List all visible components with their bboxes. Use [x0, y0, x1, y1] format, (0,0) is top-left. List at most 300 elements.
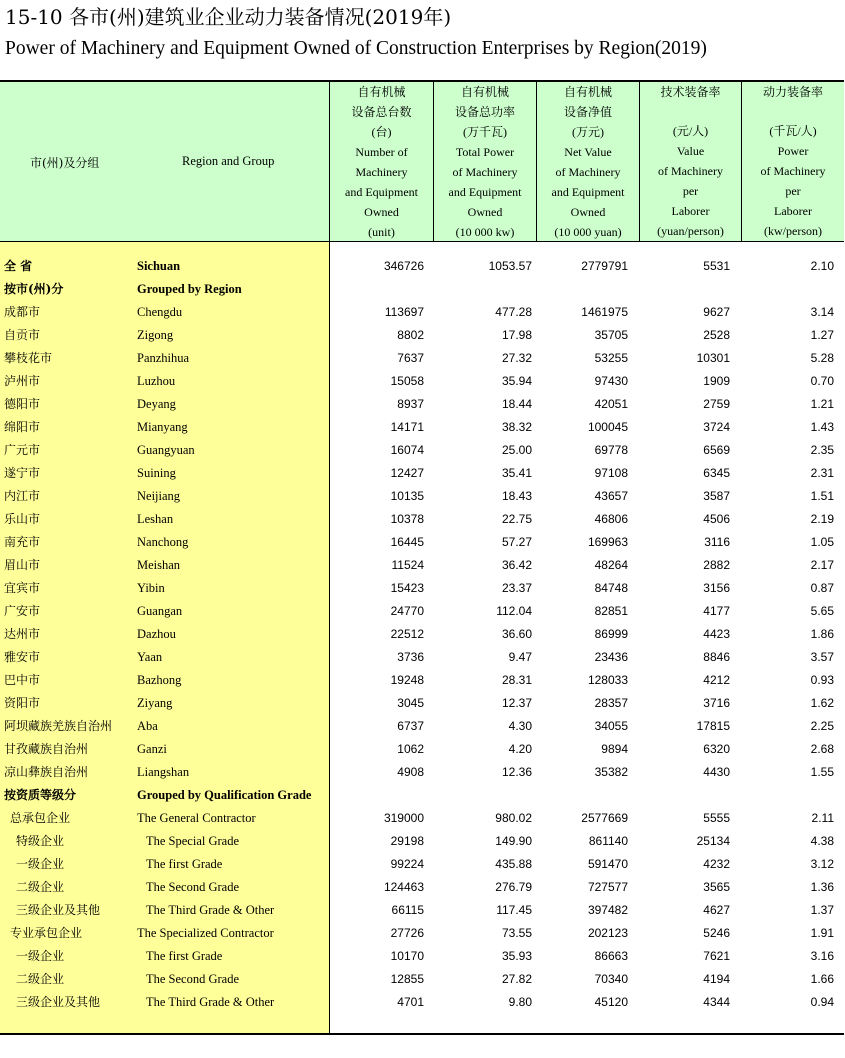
region-name-english: Liangshan — [137, 765, 190, 779]
region-name-english: Luzhou — [137, 374, 176, 388]
region-name-chinese: 德阳市 — [4, 397, 41, 411]
value-cell: 1909 — [703, 374, 730, 388]
value-cell: 2882 — [703, 558, 730, 572]
table-row — [0, 715, 844, 738]
region-name-english: The Second Grade — [146, 880, 240, 894]
value-cell: 3565 — [703, 880, 730, 894]
header-power-per-laborer — [742, 82, 844, 241]
header-line: Laborer — [774, 204, 812, 218]
region-name-english: Yaan — [137, 650, 163, 664]
region-name-english: Meishan — [137, 558, 181, 572]
table-row — [0, 439, 844, 462]
value-cell: 113697 — [384, 305, 424, 319]
value-cell: 7637 — [397, 351, 424, 365]
table-row — [0, 669, 844, 692]
table-row — [0, 945, 844, 968]
table-row — [0, 899, 844, 922]
table-row — [0, 853, 844, 876]
table-row — [0, 922, 844, 945]
region-name-english: Neijiang — [137, 489, 181, 503]
value-cell: 6345 — [703, 466, 730, 480]
value-cell: 4908 — [397, 765, 424, 779]
value-cell: 4506 — [703, 512, 730, 526]
header-line: (台) — [371, 125, 392, 139]
value-cell: 3.57 — [810, 650, 834, 664]
header-line: Value — [676, 144, 705, 158]
region-name-english: Bazhong — [137, 673, 182, 687]
value-cell: 84748 — [594, 581, 628, 595]
region-name-chinese: 按资质等级分 — [4, 788, 77, 802]
value-cell: 9894 — [601, 742, 628, 756]
value-cell: 4.30 — [508, 719, 532, 733]
value-cell: 1.43 — [810, 420, 834, 434]
header-line: of Machinery — [760, 164, 826, 178]
bottom-rule — [0, 1033, 844, 1035]
region-name-chinese: 攀枝花市 — [4, 351, 53, 365]
region-name-english: The Special Grade — [146, 834, 240, 848]
table-row — [0, 554, 844, 577]
value-cell: 6320 — [703, 742, 730, 756]
table-row — [0, 991, 844, 1014]
table-row — [0, 738, 844, 761]
value-cell: 2577669 — [581, 811, 628, 825]
value-cell: 397482 — [587, 903, 628, 917]
region-name-chinese: 特级企业 — [16, 834, 65, 848]
header-line: (元/人) — [672, 124, 709, 138]
value-cell: 4423 — [703, 627, 730, 641]
header-line: Owned — [467, 205, 503, 219]
value-cell: 5555 — [703, 811, 730, 825]
value-cell: 2.25 — [810, 719, 834, 733]
table-title-english: Power of Machinery and Equipment Owned of Construction Enterprises by Region(2019) — [5, 38, 707, 59]
table-row — [0, 393, 844, 416]
table-row — [0, 416, 844, 439]
value-cell: 4212 — [703, 673, 730, 687]
value-cell: 27726 — [390, 926, 424, 940]
value-cell: 1.27 — [810, 328, 834, 342]
header-total-power — [434, 82, 536, 241]
value-cell: 28.31 — [501, 673, 532, 687]
value-cell: 36.60 — [501, 627, 532, 641]
value-cell: 22512 — [390, 627, 424, 641]
region-name-chinese: 甘孜藏族自治州 — [4, 742, 89, 756]
header-net-value — [537, 82, 639, 241]
value-cell: 35382 — [594, 765, 628, 779]
table-row — [0, 370, 844, 393]
value-cell: 861140 — [588, 834, 628, 848]
value-cell: 3.16 — [810, 949, 834, 963]
value-cell: 23.37 — [501, 581, 532, 595]
value-cell: 7621 — [703, 949, 730, 963]
value-cell: 12.37 — [501, 696, 532, 710]
table-row — [0, 830, 844, 853]
header-line: of Machinery — [555, 165, 621, 179]
value-cell: 2.10 — [810, 259, 834, 273]
region-header-english: Region and Group — [182, 154, 275, 168]
value-cell: 10170 — [390, 949, 424, 963]
header-rule — [0, 241, 844, 242]
value-cell: 169963 — [587, 535, 628, 549]
header-line: Number of — [355, 145, 408, 159]
value-cell: 117.45 — [496, 903, 532, 917]
header-line: (unit) — [368, 225, 395, 239]
value-cell: 100045 — [587, 420, 628, 434]
table-row — [0, 577, 844, 600]
region-name-chinese: 全 省 — [4, 259, 33, 273]
value-cell: 2.17 — [810, 558, 834, 572]
value-cell: 4177 — [703, 604, 730, 618]
value-cell: 149.90 — [495, 834, 532, 848]
table-row — [0, 485, 844, 508]
value-cell: 5.28 — [810, 351, 834, 365]
region-name-english: The Third Grade & Other — [146, 995, 275, 1009]
value-cell: 57.27 — [501, 535, 532, 549]
header-line: and Equipment — [551, 185, 625, 199]
region-name-chinese: 内江市 — [4, 489, 41, 503]
value-cell: 42051 — [594, 397, 628, 411]
value-cell: 3587 — [703, 489, 730, 503]
value-cell: 2528 — [703, 328, 730, 342]
header-line: 设备总台数 — [351, 105, 412, 119]
value-cell: 25134 — [696, 834, 730, 848]
value-cell: 202123 — [587, 926, 628, 940]
value-cell: 435.88 — [495, 857, 532, 871]
value-cell: 1461975 — [581, 305, 628, 319]
table-row — [0, 531, 844, 554]
value-cell: 4.20 — [508, 742, 532, 756]
header-machinery-count — [330, 82, 433, 241]
region-name-chinese: 阿坝藏族羌族自治州 — [4, 719, 113, 733]
value-cell: 0.70 — [810, 374, 834, 388]
table-row — [0, 692, 844, 715]
value-cell: 477.28 — [495, 305, 532, 319]
value-cell: 5531 — [703, 259, 730, 273]
table-title-chinese: 15-10 各市(州)建筑业企业动力装备情况(2019年) — [5, 5, 452, 29]
value-cell: 0.87 — [810, 581, 834, 595]
value-cell: 82851 — [594, 604, 628, 618]
value-cell: 124463 — [383, 880, 424, 894]
region-name-chinese: 广安市 — [4, 604, 41, 618]
region-name-chinese: 按市(州)分 — [4, 282, 64, 296]
value-cell: 1053.57 — [488, 259, 532, 273]
table-row — [0, 255, 844, 278]
header-line: Laborer — [671, 204, 710, 218]
region-name-english: Panzhihua — [137, 351, 190, 365]
value-cell: 4194 — [703, 972, 730, 986]
value-cell: 66115 — [391, 903, 424, 917]
region-name-chinese: 二级企业 — [16, 972, 65, 986]
value-cell: 3116 — [704, 535, 730, 549]
value-cell: 46806 — [594, 512, 628, 526]
value-cell: 3.14 — [810, 305, 834, 319]
statistics-table — [0, 80, 844, 1035]
header-line: per — [785, 184, 801, 198]
value-cell: 3045 — [397, 696, 424, 710]
region-name-english: Nanchong — [137, 535, 189, 549]
value-cell: 2.11 — [811, 811, 834, 825]
value-cell: 319000 — [383, 811, 424, 825]
table-row — [0, 508, 844, 531]
value-cell: 4430 — [703, 765, 730, 779]
value-cell: 10301 — [696, 351, 730, 365]
header-line: (10 000 yuan) — [554, 225, 622, 239]
value-cell: 1.21 — [810, 397, 834, 411]
value-cell: 5246 — [703, 926, 730, 940]
value-cell: 45120 — [594, 995, 628, 1009]
region-name-english: Guangyuan — [137, 443, 195, 457]
value-cell: 1.86 — [810, 627, 834, 641]
region-name-english: Aba — [137, 719, 158, 733]
value-cell: 43657 — [594, 489, 628, 503]
region-header-chinese: 市(州)及分组 — [30, 156, 100, 170]
region-name-english: The Third Grade & Other — [146, 903, 275, 917]
header-line: 自有机械 — [357, 85, 406, 99]
region-name-chinese: 成都市 — [4, 305, 41, 319]
region-name-chinese: 凉山彝族自治州 — [4, 765, 89, 779]
value-cell: 0.94 — [810, 995, 834, 1009]
header-line: 自有机械 — [460, 85, 509, 99]
value-cell: 727577 — [587, 880, 628, 894]
header-line: 设备总功率 — [454, 105, 515, 119]
region-name-chinese: 南充市 — [4, 535, 41, 549]
table-row — [0, 301, 844, 324]
header-line: Total Power — [455, 145, 515, 159]
header-line: 动力装备率 — [762, 85, 823, 99]
value-cell: 24770 — [390, 604, 424, 618]
region-name-chinese: 遂宁市 — [4, 466, 41, 480]
value-cell: 38.32 — [501, 420, 532, 434]
value-cell: 48264 — [594, 558, 628, 572]
value-cell: 591470 — [587, 857, 628, 871]
header-line: 设备净值 — [563, 105, 612, 119]
value-cell: 70340 — [594, 972, 628, 986]
table-row — [0, 347, 844, 370]
region-name-english: The Specialized Contractor — [137, 926, 274, 940]
value-cell: 29198 — [390, 834, 424, 848]
table-row — [0, 968, 844, 991]
value-cell: 17815 — [696, 719, 730, 733]
region-name-chinese: 资阳市 — [4, 696, 41, 710]
table-row — [0, 807, 844, 830]
header-line: (kw/person) — [764, 224, 822, 238]
value-cell: 22.75 — [501, 512, 532, 526]
value-cell: 12855 — [390, 972, 424, 986]
table-row — [0, 623, 844, 646]
region-name-english: Dazhou — [137, 627, 176, 641]
header-line: of Machinery — [452, 165, 518, 179]
region-name-english: The first Grade — [146, 857, 223, 871]
value-cell: 19248 — [390, 673, 424, 687]
value-cell: 3716 — [703, 696, 730, 710]
region-name-english: Grouped by Region — [137, 282, 242, 296]
value-cell: 35.41 — [501, 466, 532, 480]
region-name-chinese: 雅安市 — [4, 650, 41, 664]
region-name-chinese: 专业承包企业 — [10, 926, 83, 940]
value-cell: 35.93 — [501, 949, 532, 963]
value-cell: 8937 — [397, 397, 424, 411]
region-name-chinese: 三级企业及其他 — [16, 995, 101, 1009]
region-name-english: Grouped by Qualification Grade — [137, 788, 312, 802]
value-cell: 34055 — [594, 719, 628, 733]
value-cell: 4344 — [703, 995, 730, 1009]
value-cell: 9627 — [703, 305, 730, 319]
value-cell: 2.35 — [810, 443, 834, 457]
value-cell: 99224 — [390, 857, 424, 871]
header-line: (10 000 kw) — [455, 225, 515, 239]
value-cell: 1.91 — [810, 926, 834, 940]
value-cell: 0.93 — [810, 673, 834, 687]
value-cell: 346726 — [383, 259, 424, 273]
value-cell: 2.19 — [810, 512, 834, 526]
value-cell: 6737 — [397, 719, 424, 733]
value-cell: 97108 — [594, 466, 628, 480]
region-name-chinese: 一级企业 — [16, 857, 65, 871]
value-cell: 86999 — [594, 627, 628, 641]
value-cell: 1.55 — [810, 765, 834, 779]
value-cell: 128033 — [587, 673, 628, 687]
value-cell: 12427 — [390, 466, 424, 480]
value-cell: 16445 — [390, 535, 424, 549]
value-cell: 8802 — [397, 328, 424, 342]
header-line: 技术装备率 — [660, 85, 721, 99]
header-line: Net Value — [564, 145, 612, 159]
value-cell: 2.68 — [810, 742, 834, 756]
value-cell: 1.36 — [810, 880, 834, 894]
value-cell: 3.12 — [810, 857, 834, 871]
value-cell: 1.66 — [810, 972, 834, 986]
value-cell: 17.98 — [501, 328, 532, 342]
region-name-english: Suining — [137, 466, 176, 480]
region-name-chinese: 眉山市 — [4, 558, 41, 572]
value-cell: 86663 — [594, 949, 628, 963]
header-line: Owned — [364, 205, 399, 219]
value-cell: 980.02 — [495, 811, 532, 825]
value-cell: 276.79 — [495, 880, 532, 894]
table-row — [0, 761, 844, 784]
value-cell: 28357 — [594, 696, 628, 710]
value-cell: 27.82 — [501, 972, 532, 986]
value-cell: 14171 — [390, 420, 424, 434]
region-name-english: Yibin — [137, 581, 165, 595]
value-cell: 2759 — [703, 397, 730, 411]
header-line: Power — [777, 144, 809, 158]
region-name-english: Ziyang — [137, 696, 173, 710]
region-name-english: Leshan — [137, 512, 174, 526]
value-cell: 97430 — [594, 374, 628, 388]
value-cell: 35.94 — [501, 374, 532, 388]
value-cell: 4232 — [703, 857, 730, 871]
header-line: Machinery — [355, 165, 408, 179]
table-row — [0, 462, 844, 485]
header-line: of Machinery — [658, 164, 723, 178]
region-name-english: Mianyang — [137, 420, 188, 434]
region-name-english: Zigong — [137, 328, 174, 342]
value-cell: 1.62 — [810, 696, 834, 710]
value-cell: 11524 — [391, 558, 424, 572]
value-cell: 9.47 — [508, 650, 532, 664]
value-cell: 1.37 — [810, 903, 834, 917]
table-row — [0, 876, 844, 899]
table-row — [0, 324, 844, 347]
value-cell: 8846 — [703, 650, 730, 664]
value-cell: 69778 — [594, 443, 628, 457]
value-cell: 4.38 — [810, 834, 834, 848]
region-name-chinese: 绵阳市 — [4, 420, 41, 434]
region-name-english: The Second Grade — [146, 972, 240, 986]
region-name-chinese: 总承包企业 — [10, 811, 71, 825]
region-name-chinese: 巴中市 — [4, 673, 41, 687]
header-line: (万元) — [572, 125, 604, 139]
region-name-english: Sichuan — [137, 259, 181, 273]
region-name-english: The first Grade — [146, 949, 223, 963]
header-line: per — [682, 184, 699, 198]
region-name-chinese: 三级企业及其他 — [16, 903, 101, 917]
value-cell: 112.04 — [496, 604, 532, 618]
value-cell: 4627 — [703, 903, 730, 917]
region-name-chinese: 泸州市 — [4, 374, 41, 388]
table-row — [0, 278, 844, 301]
value-cell: 1.05 — [810, 535, 834, 549]
value-cell: 2.31 — [810, 466, 834, 480]
value-cell: 27.32 — [501, 351, 532, 365]
value-cell: 16074 — [390, 443, 424, 457]
value-cell: 35705 — [594, 328, 628, 342]
value-cell: 25.00 — [501, 443, 532, 457]
value-cell: 1.51 — [810, 489, 834, 503]
value-cell: 3736 — [397, 650, 424, 664]
header-line: and Equipment — [345, 185, 418, 199]
table-row — [0, 600, 844, 623]
header-line: (yuan/person) — [657, 224, 724, 238]
value-cell: 73.55 — [501, 926, 532, 940]
region-name-chinese: 二级企业 — [16, 880, 65, 894]
table-row — [0, 646, 844, 669]
header-value-per-laborer — [640, 82, 741, 241]
header-line: Owned — [570, 205, 606, 219]
value-cell: 23436 — [594, 650, 628, 664]
header-line: 自有机械 — [563, 85, 612, 99]
value-cell: 3156 — [703, 581, 730, 595]
value-cell: 18.43 — [501, 489, 532, 503]
header-line: and Equipment — [448, 185, 522, 199]
region-name-english: Deyang — [137, 397, 176, 411]
value-cell: 6569 — [703, 443, 730, 457]
region-name-chinese: 自贡市 — [4, 328, 41, 342]
value-cell: 10135 — [390, 489, 424, 503]
value-cell: 12.36 — [501, 765, 532, 779]
value-cell: 15058 — [390, 374, 424, 388]
header-line: (千瓦/人) — [769, 124, 817, 138]
value-cell: 3724 — [703, 420, 730, 434]
region-name-english: Chengdu — [137, 305, 183, 319]
region-name-english: Ganzi — [137, 742, 167, 756]
value-cell: 18.44 — [501, 397, 532, 411]
value-cell: 1062 — [397, 742, 424, 756]
value-cell: 9.80 — [508, 995, 532, 1009]
table-row — [0, 784, 844, 807]
region-name-chinese: 广元市 — [4, 443, 41, 457]
value-cell: 36.42 — [501, 558, 532, 572]
value-cell: 2779791 — [581, 259, 628, 273]
value-cell: 5.65 — [810, 604, 834, 618]
region-name-english: Guangan — [137, 604, 183, 618]
value-cell: 4701 — [397, 995, 424, 1009]
value-cell: 53255 — [594, 351, 628, 365]
value-cell: 10378 — [390, 512, 424, 526]
region-name-chinese: 乐山市 — [4, 512, 41, 526]
region-name-chinese: 宜宾市 — [4, 581, 41, 595]
region-name-english: The General Contractor — [137, 811, 256, 825]
